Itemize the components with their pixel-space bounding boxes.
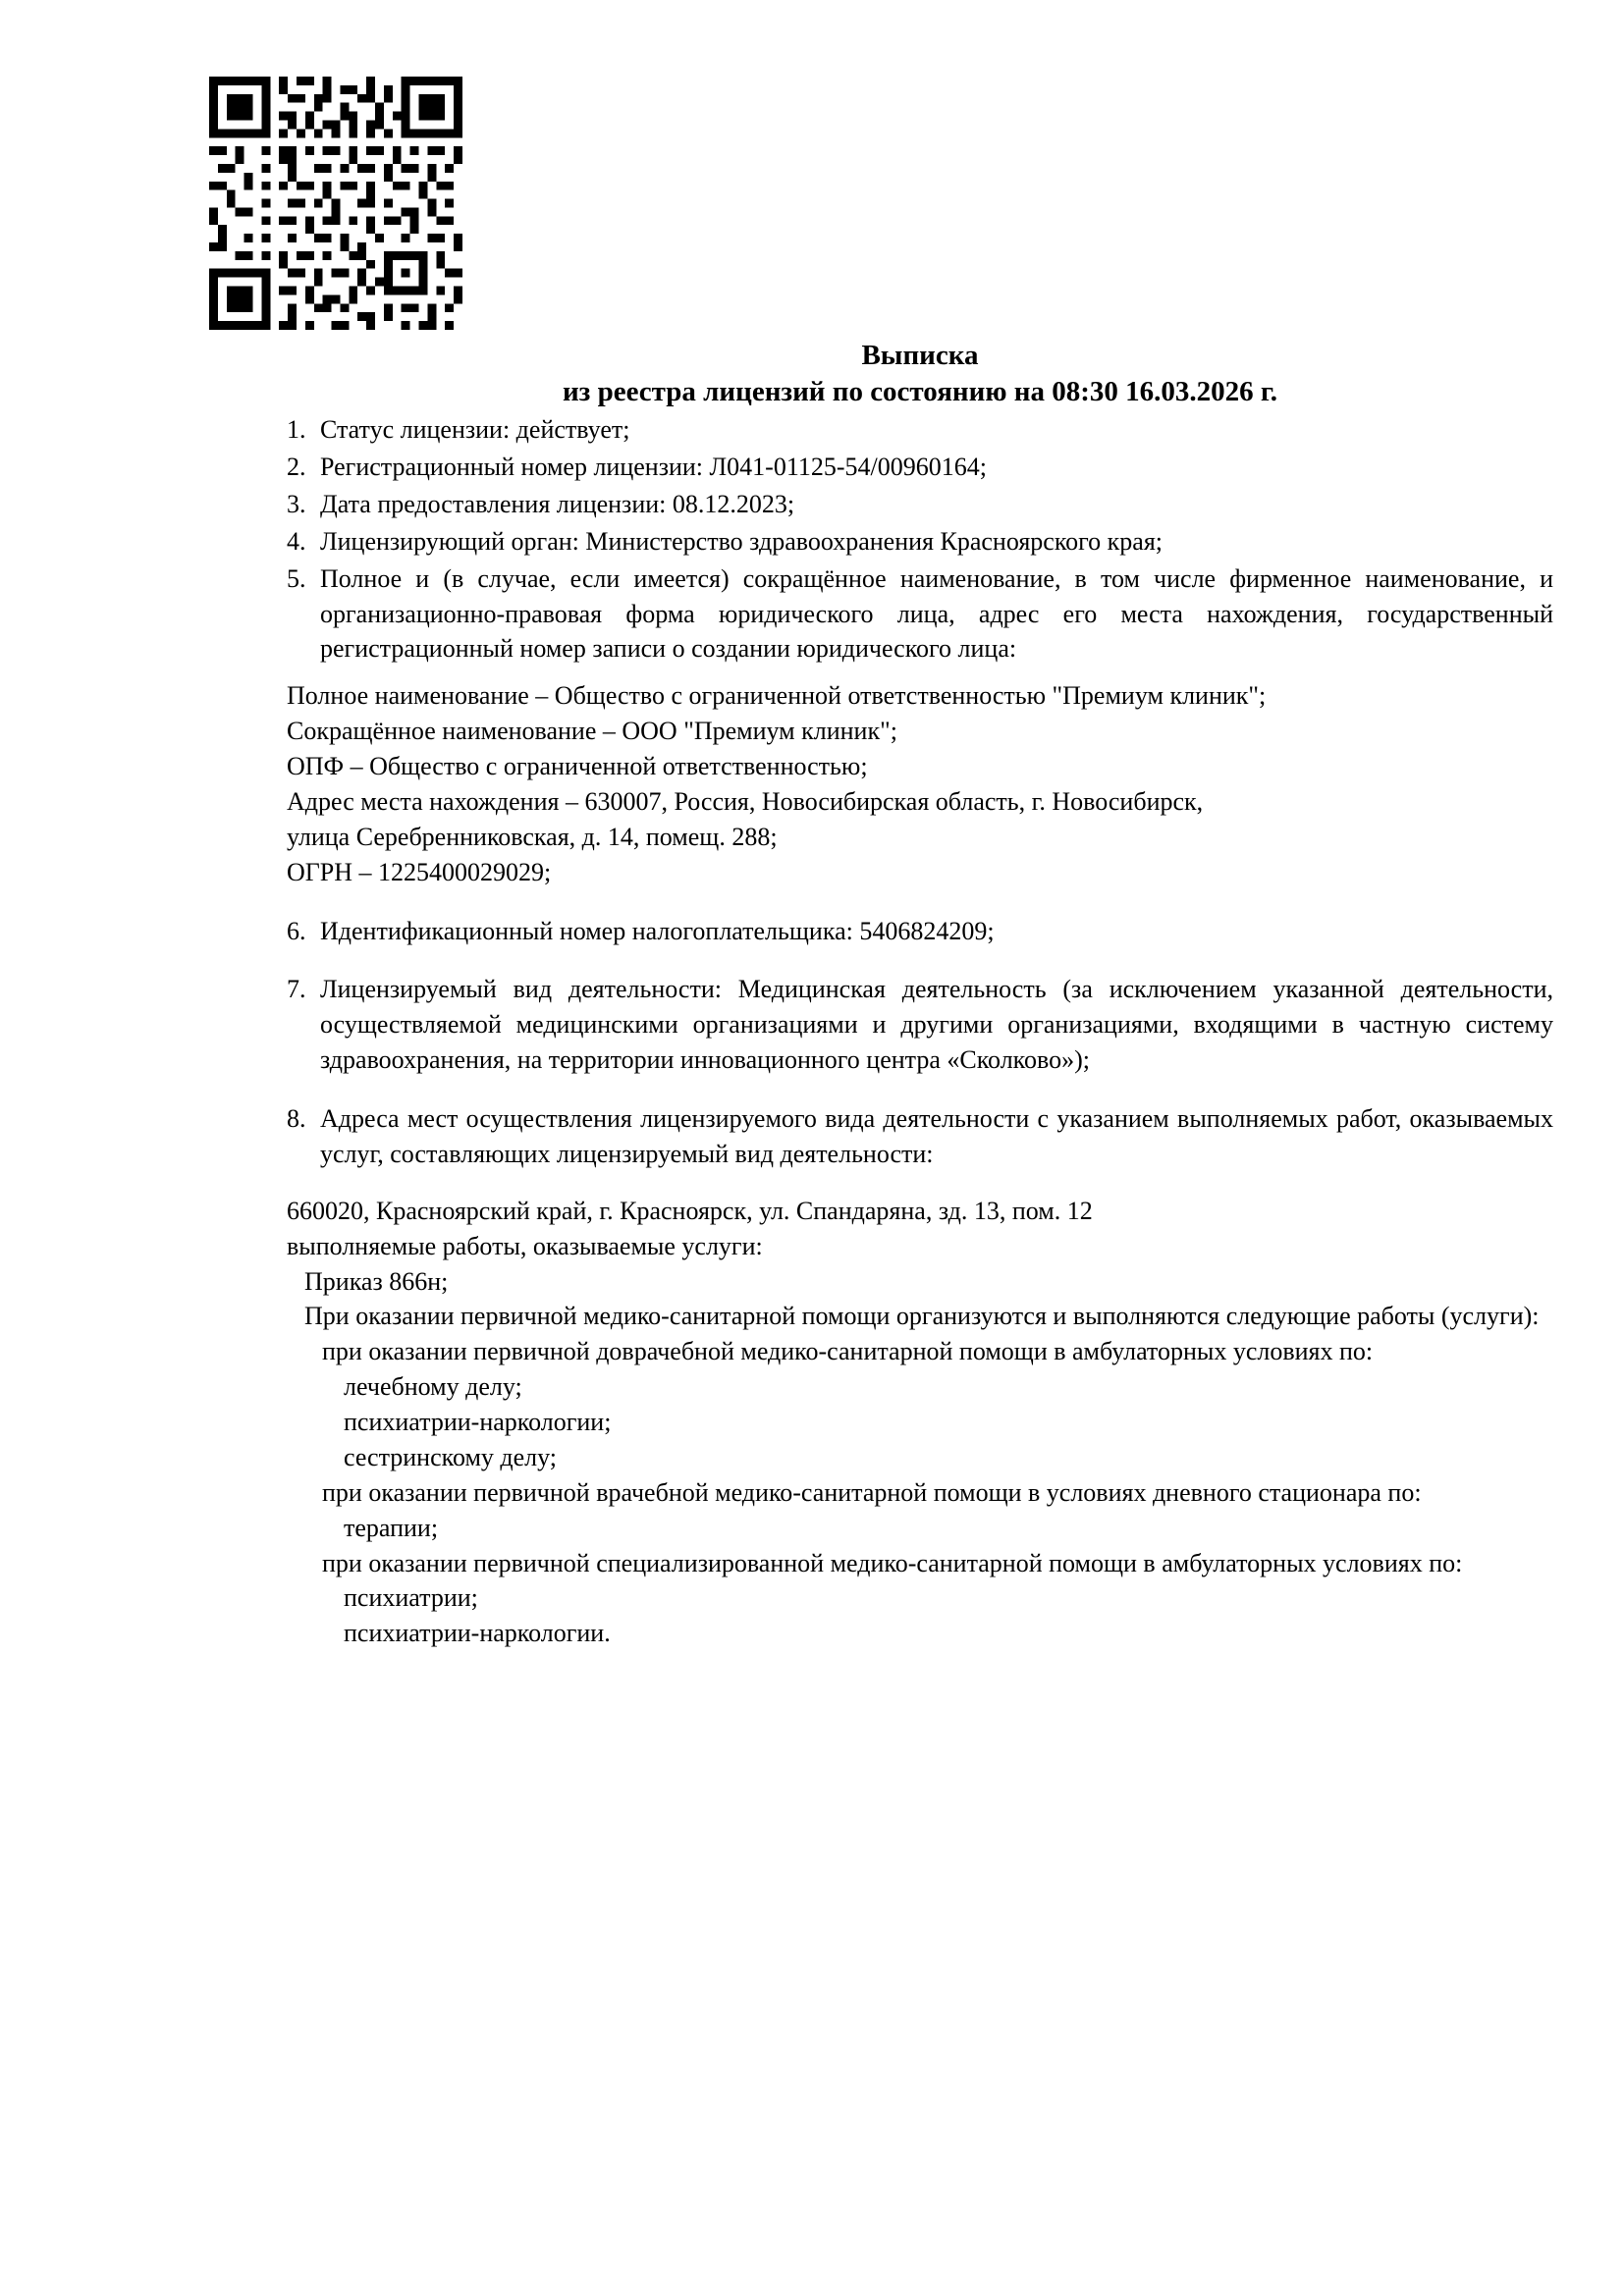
group-1-header: при оказании первичной доврачебной медико-санитарной помощи в амбулаторных условиях по: [322,1337,1374,1366]
group-2-item-1: терапии; [344,1513,439,1542]
item-text: Регистрационный номер лицензии: Л041-01125-54/00960164; [320,453,987,482]
item-number: 6. [287,916,306,945]
list-item-4 [287,524,1553,560]
title-line-2: из реестра лицензий по состоянию на 08:30 16.03.2026 г. [562,376,1278,408]
item-text: Дата предоставления лицензии: 08.12.2023; [320,489,795,518]
list-item-2 [287,450,1553,485]
list-item-6 [287,914,1553,949]
group-3-header: при оказании первичной специализированной медико-санитарной помощи в амбулаторных условиях по: [322,1548,1463,1577]
item-text: Статус лицензии: действует; [320,415,630,445]
item-number: 1. [287,415,306,445]
group-3-item-1: психиатрии; [344,1583,478,1613]
item-number: 8. [287,1104,306,1134]
document-body [287,338,1553,1651]
list-item-1 [287,412,1553,448]
list-item-5 [287,561,1553,667]
item-text: Лицензирующий орган: Министерство здравоохранения Красноярского края; [320,526,1163,556]
license-items-list-continued [287,914,1553,949]
entity-short-name: Сокращённое наименование – ООО "Премиум клиник"; [287,717,897,746]
item-text: Полное и (в случае, если имеется) сокращённое наименование, в том числе фирменное наименование, и организационно-правовая форма юридического лица, адрес его места нахождения, государственный регистрационный номер записи о создании юридического лица: [320,563,1553,664]
works-services-header: выполняемые работы, оказываемые услуги: [287,1231,763,1260]
order-number: Приказ 866н; [304,1266,449,1296]
group-2-header: при оказании первичной врачебной медико-санитарной помощи в условиях дневного стационара по: [322,1477,1422,1507]
item-number: 3. [287,489,306,518]
license-item-7-wrap [287,972,1553,1078]
item-text: Идентификационный номер налогоплательщика: 5406824209; [320,916,995,945]
list-item-7 [287,972,1553,1078]
item-number: 4. [287,526,306,556]
group-1-item-2: психиатрии-наркологии; [344,1408,612,1437]
activity-address: 660020, Красноярский край, г. Красноярск, ул. Спандаряна, зд. 13, пом. 12 [287,1196,1093,1225]
list-item-3 [287,487,1553,522]
item-number: 7. [287,975,306,1004]
license-items-list [287,412,1553,667]
entity-full-name: Полное наименование – Общество с ограниченной ответственностью "Премиум клиник"; [287,681,1267,711]
document-title [287,338,1553,410]
group-1-item-1: лечебному делу; [344,1372,522,1402]
item-number: 5. [287,563,306,593]
primary-care-intro: При оказании первичной медико-санитарной помощи организуются и выполняются следующие работы (услуги): [304,1302,1540,1331]
entity-address-line-2: улица Серебренниковская, д. 14, помещ. 288; [287,822,778,851]
entity-ogrn: ОГРН – 1225400029029; [287,857,552,886]
license-item-8-wrap [287,1101,1553,1172]
list-item-8 [287,1101,1553,1172]
entity-legal-form: ОПФ – Общество с ограниченной ответственностью; [287,752,868,781]
item-text: Адреса мест осуществления лицензируемого вида деятельности с указанием выполняемых работ, оказываемых услуг, составляющих лицензируемый вид деятельности: [320,1104,1553,1168]
title-line-1: Выписка [861,340,979,371]
qr-code-icon [209,77,462,330]
entity-address-line-1: Адрес места нахождения – 630007, Россия, Новосибирская область, г. Новосибирск, [287,786,1204,816]
item-text: Лицензируемый вид деятельности: Медицинская деятельность (за исключением указанной деятельности, осуществляемой медицинскими организациями и другими организациями, входящими в частную систему здравоохранения, на территории инновационного центра «Сколково»); [320,975,1553,1075]
item-number: 2. [287,453,306,482]
group-3-item-2: психиатрии-наркологии. [344,1619,611,1648]
group-1-item-3: сестринскому делу; [344,1442,558,1471]
